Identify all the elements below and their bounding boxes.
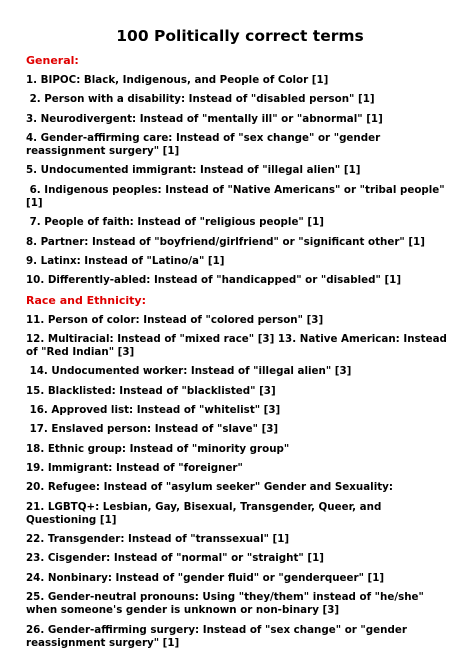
list-item: 24. Nonbinary: Instead of "gender fluid" or "genderqueer" [1] [26, 571, 385, 584]
list-item: 7. People of faith: Instead of "religious people" [1] [26, 216, 324, 229]
list-item: 21. LGBTQ+: Lesbian, Gay, Bisexual, Transgender, Queer, and Questioning [1] [26, 500, 385, 526]
list-item: 16. Approved list: Instead of "whitelist" [3] [26, 404, 281, 417]
list-item: 25. Gender-neutral pronouns: Using "they/them" instead of "he/she" when someone's gender is unknown or non-binary [3] [26, 591, 428, 617]
list-item: 1. BIPOC: Black, Indigenous, and People of Color [1] [26, 74, 329, 86]
list-item: 17. Enslaved person: Instead of "slave" [3] [26, 423, 279, 436]
list-item: 22. Transgender: Instead of "transsexual" [1] [26, 533, 290, 546]
list-item: 5. Undocumented immigrant: Instead of "illegal alien" [1] [26, 164, 361, 177]
section-heading: General: [26, 54, 79, 67]
list-item: 11. Person of color: Instead of "colored person" [3] [26, 313, 324, 326]
list-item: 8. Partner: Instead of "boyfriend/girlfriend" or "significant other" [1] [26, 235, 425, 248]
list-item: 26. Gender-affirming surgery: Instead of "sex change" or "gender reassignment surgery" [1] [26, 623, 411, 649]
list-item: 23. Cisgender: Instead of "normal" or "straight" [1] [26, 552, 324, 565]
list-item: 19. Immigrant: Instead of "foreigner" [26, 461, 243, 474]
list-item: 9. Latinx: Instead of "Latino/a" [1] [26, 254, 225, 267]
document-title: 100 Politically correct terms [116, 27, 364, 45]
list-item: 4. Gender-affirming care: Instead of "sex change" or "gender reassignment surgery" [1] [26, 131, 384, 158]
list-item: 10. Differently-abled: Instead of "handicapped" or "disabled" [1] [26, 274, 402, 287]
list-item: 14. Undocumented worker: Instead of "illegal alien" [3] [26, 365, 352, 378]
list-item: 2. Person with a disability: Instead of "disabled person" [1] [26, 93, 375, 106]
list-item: 3. Neurodivergent: Instead of "mentally ill" or "abnormal" [1] [26, 112, 383, 125]
list-item: 15. Blacklisted: Instead of "blacklisted" [3] [26, 384, 276, 397]
list-item: 20. Refugee: Instead of "asylum seeker" Gender and Sexuality: [26, 481, 393, 494]
section-heading: Race and Ethnicity: [26, 293, 146, 307]
document-body [26, 54, 454, 650]
list-item: 18. Ethnic group: Instead of "minority group" [26, 442, 290, 455]
list-item: 12. Multiracial: Instead of "mixed race" [3] 13. Native American: Instead of "Red Indian" [3] [26, 332, 451, 359]
list-item: 6. Indigenous peoples: Instead of "Native Americans" or "tribal people" [1] [26, 183, 449, 210]
